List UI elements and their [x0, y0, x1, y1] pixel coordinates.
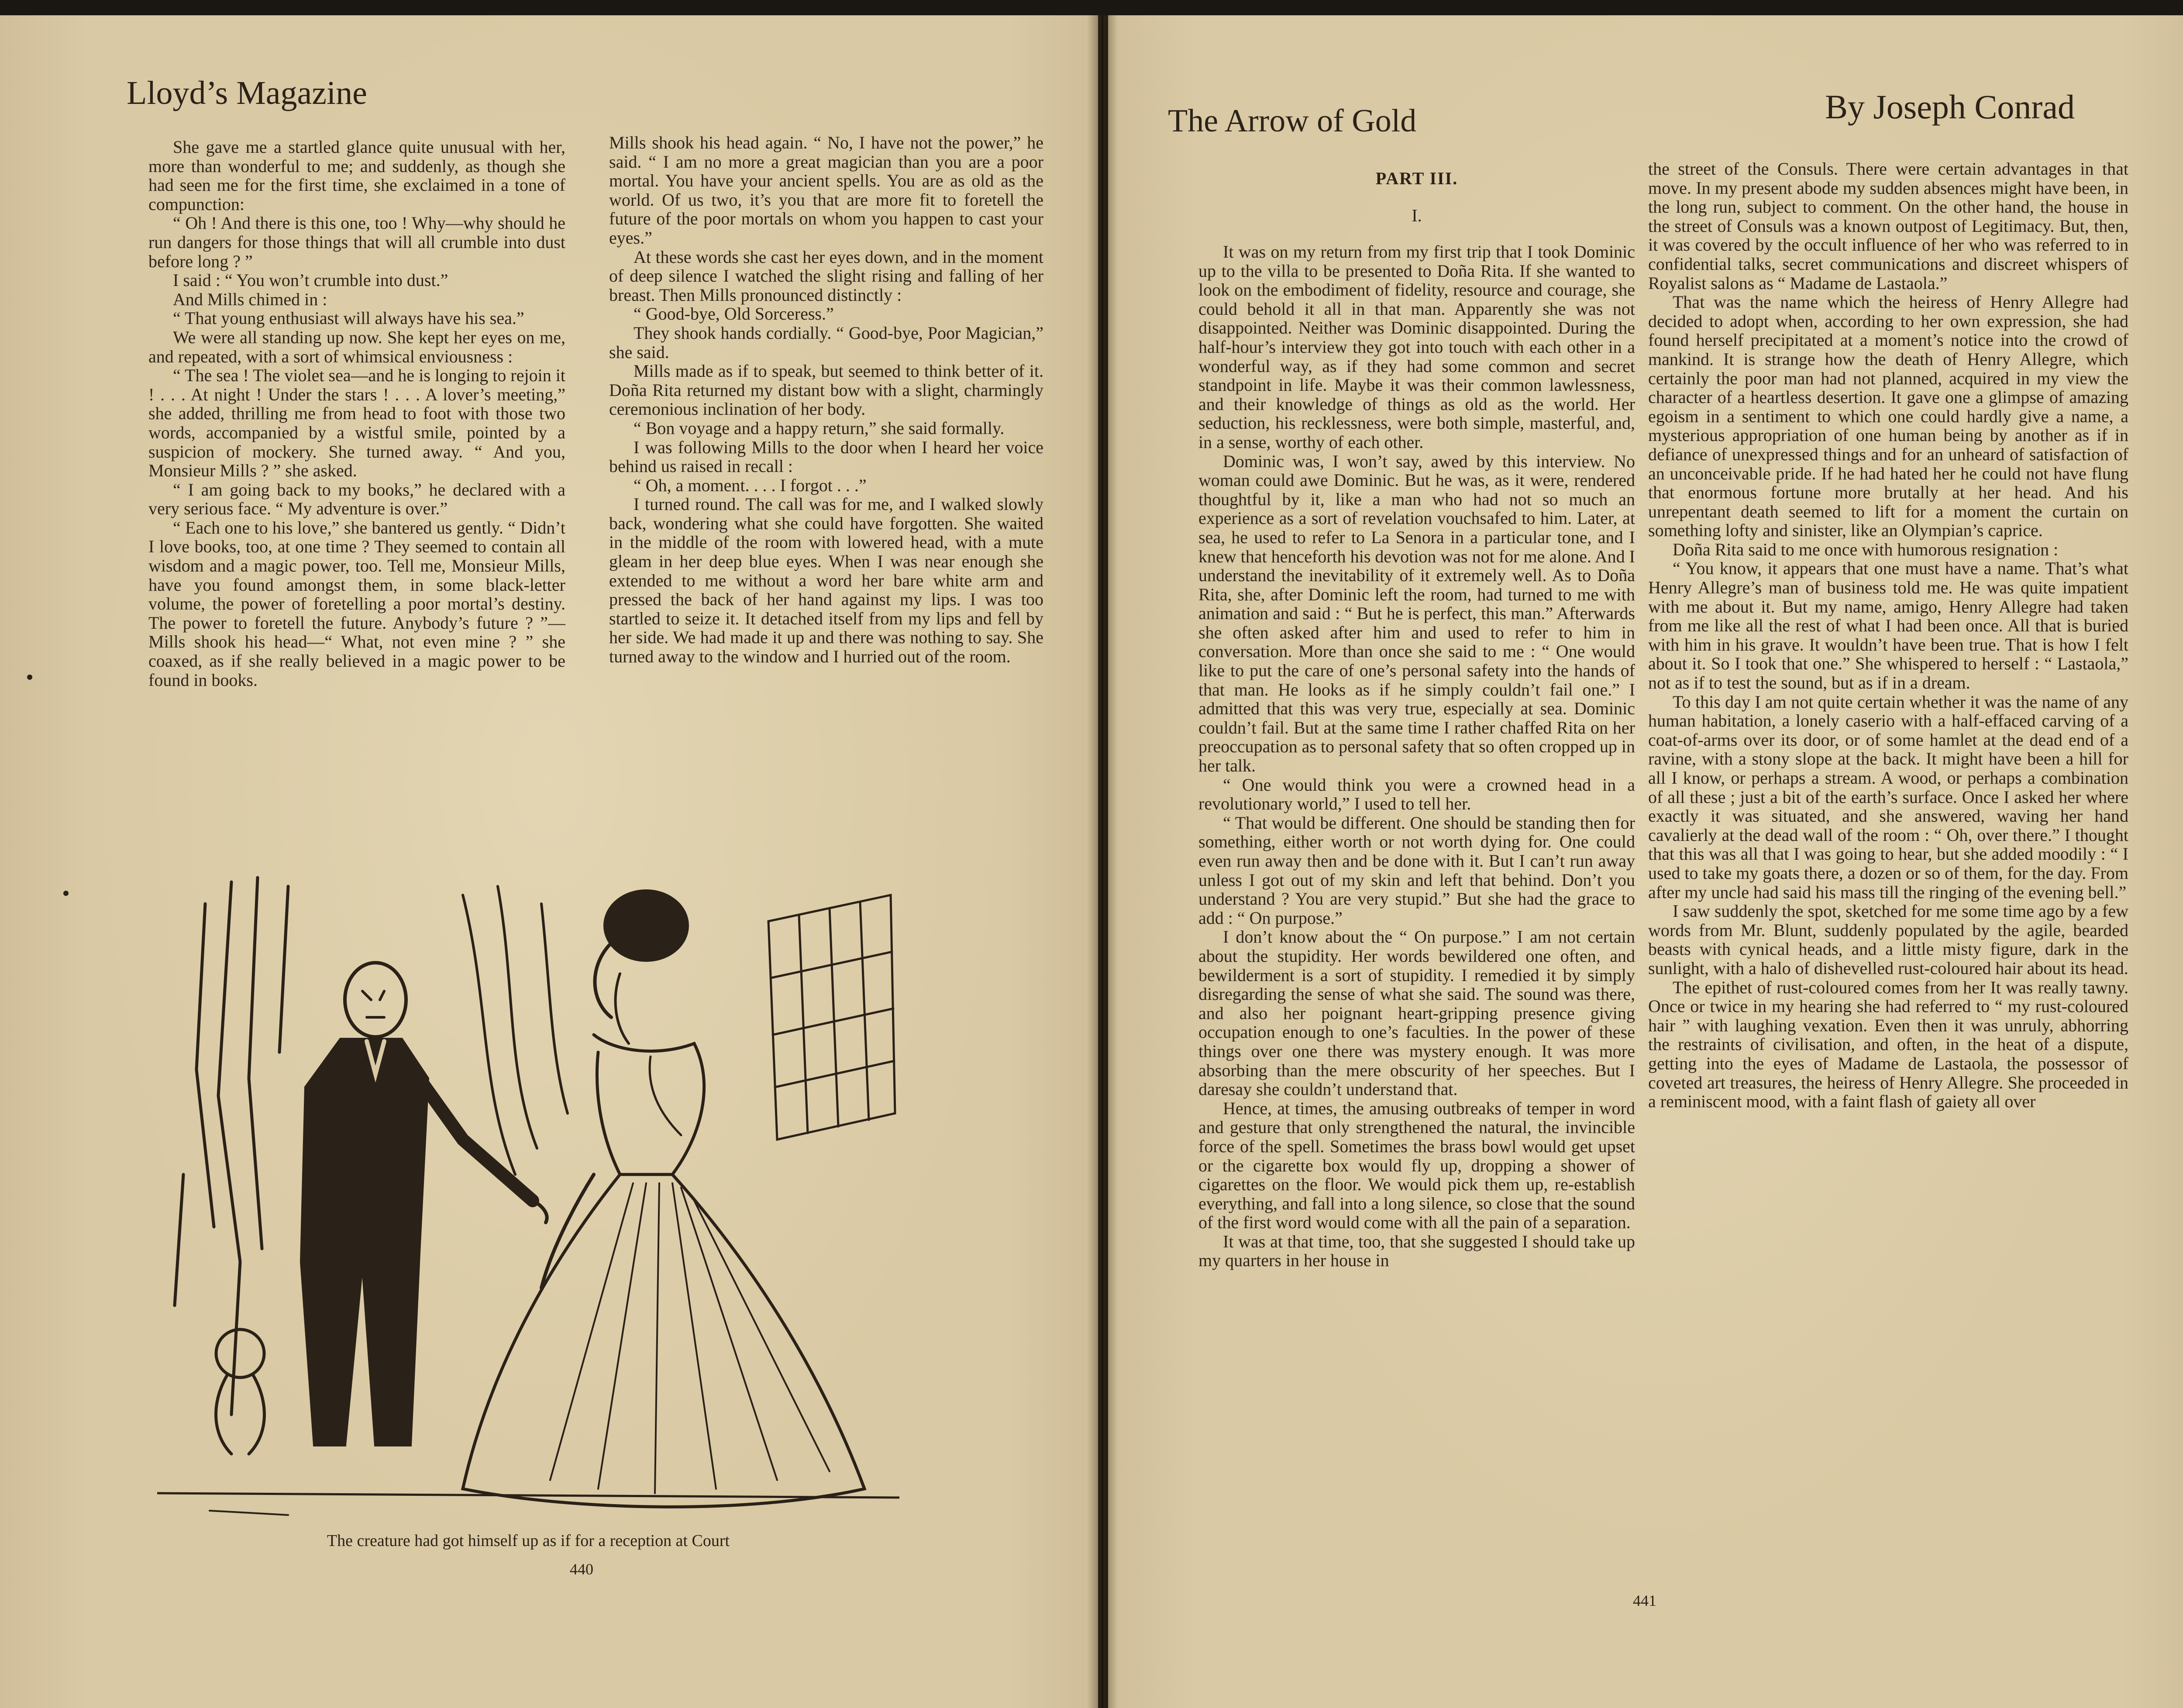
left-column-2 [609, 133, 1043, 666]
paragraph: “ Each one to his love,” she bantered us gently. “ Didn’t I love books, too, at one time ? They seemed to contain all wisdom and a magic power, too. Tell me, Monsieur Mills, have you found amongst them, in some black-letter volume, the power of foretelling a poor mortal’s destiny. The power to foretell the future. Anybody’s future ? ”—Mills shook his head—“ What, not even mine ? ” she coaxed, as if she really believed in a magic power to be found in books. [148, 517, 565, 690]
paragraph: “ You know, it appears that one must have a name. That’s what Henry Allegre’s man of business told me. He was quite impatient with me about it. But my name, amigo, Henry Allegre had taken from me like all the rest of what I had been once. All that is buried with him in his grave. It wouldn’t have been true. That is how I felt about it. So I took that one.” She whispered to herself : “ Lastaola,” not as if to test the sound, but as if in a dream. [1648, 558, 2128, 693]
paragraph: “ Oh, a moment. . . . I forgot . . .” [634, 475, 867, 495]
left-column-1 [148, 138, 565, 689]
paragraph: We were all standing up now. She kept her eyes on me, and repeated, with a sort of whimsical enviousness : [148, 327, 565, 366]
window-lattice [768, 895, 895, 1140]
paragraph: That was the name which the heiress of Henry Allegre had decided to adopt when, according to her own expression, she had found herself precipitated at a moment’s notice into the crowd of mankind. It is strange how the death of Henry Allegre, which certainly the poor man had not planned, acquired in my view the character of a heartless desertion. It gave one a glimpse of amazing egoism in a sentiment to which one could hardly give a name, a mysterious appropriation of one human being by another as if in defiance of unexpressed things and for an unheard of satisfaction of an unconceivable pride. If he had hated her he could not have flung that enormous fortune more brutally at her head. And his unrepentant death seemed to lift for a moment the curtain on something lofty and sinister, like an Olympian’s caprice. [1648, 292, 2128, 541]
paragraph: The epithet of rust-coloured comes from her It was really tawny. Once or twice in my hearing she had referred to “ my rust-coloured hair ” with laughing vexation. Even then it was unruly, abhorring the restraints of civilisation, and often, in the heat of a dispute, getting into the eyes of Madame de Lastaola, the possessor of coveted art treasures, the heiress of Henry Allegre. She proceeded in a reminiscent mood, with a faint flash of gaiety all over [1648, 977, 2128, 1112]
paragraph: “ Bon voyage and a happy return,” she said formally. [634, 418, 1005, 438]
article-title: The Arrow of Gold [1168, 103, 1417, 139]
paragraph: Mills shook his head again. “ No, I have not the power,” he said. “ I am no more a great magician than you are a poor mortal. You have your ancient spells. You are as old as the world. Of us two, it’s you that are more fit to foretell the future of the poor mortals on whom you happen to cast your eyes.” [609, 133, 1043, 248]
paragraph: It was on my return from my first trip that I took Dominic up to the villa to be presented to Doña Rita. If she wanted to look on the embodiment of fidelity, resource and courage, she could behold it all in that man. Apparently she was not disappointed. Neither was Dominic disappointed. During the half-hour’s interview they got into touch with each other in a wonderful way, as if they had some common and secret standpoint in life. Maybe it was their common lawlessness, and their knowledge of things as old as the world. Her seduction, his recklessness, were both simple, masterful, and, in a sense, worthy of each other. [1198, 242, 1635, 452]
paragraph: “ Good-bye, Old Sorceress.” [634, 304, 834, 324]
paragraph: And Mills chimed in : [173, 289, 327, 309]
paragraph: “ I am going back to my books,” he declared with a very serious face. “ My adventure is over.” [148, 479, 565, 519]
right-page-number: 441 [1633, 1592, 1656, 1609]
paragraph: “ That young enthusiast will always have his sea.” [173, 308, 524, 328]
curtain-right [463, 886, 568, 1174]
paragraph: the street of the Consuls. There were certain advantages in that move. In my present abode my sudden absences might have been, in the long run, subject to comment. On the other hand, the house in the street of Consuls was a known outpost of Legitimacy. But, then, it was covered by the occult influence of her who was referred to in confidential talks, secret communications and discreet whispers of Royalist salons as “ Madame de Lastaola.” [1648, 159, 2128, 293]
curtain-left [175, 878, 288, 1415]
paragraph: “ One would think you were a crowned head in a revolutionary world,” I used to tell her. [1198, 775, 1635, 814]
paragraph: “ Oh ! And there is this one, too ! Why—why should he run dangers for those things that will all crumble into dust before long ? ” [148, 213, 565, 271]
paragraph: To this day I am not quite certain whether it was the name of any human habitation, a lonely caserio with a half-effaced carving of a coat-of-arms over its door, or of some hamlet at the dead end of a ravine, with a stony slope at the back. It might have been a hill for all I know, or perhaps a stream. A wood, or perhaps a combination of all these ; just a bit of the earth’s surface. Once I asked her where exactly it was situated, and she answered, waving her hand cavalierly at the dead wall of the room : “ Oh, over there.” I thought that this was all that I was going to hear, but she added moodily : “ I used to take my goats there, a dozen or so of them, for the day. From after my uncle had said his mass till the ringing of the evening bell.” [1648, 692, 2128, 902]
paragraph: It was at that time, too, that she suggested I should take up my quarters in her house in [1198, 1231, 1635, 1271]
paragraph: I said : “ You won’t crumble into dust.” [173, 270, 448, 290]
paragraph: Mills made as if to speak, but seemed to think better of it. Doña Rita returned my distant bow with a slight, charmingly ceremonious inclination of her body. [609, 361, 1043, 419]
illustration [157, 869, 899, 1524]
paragraph: They shook hands cordially. “ Good-bye, Poor Magician,” she said. [609, 323, 1043, 362]
left-running-head: Lloyd’s Magazine [127, 75, 367, 111]
paragraph: I was following Mills to the door when I heard her voice behind us raised in recall : [609, 437, 1043, 476]
paragraph: I turned round. The call was for me, and I walked slowly back, wondering what she could have forgotten. She waited in the middle of the room with lowered head, with a mute gleam in her deep blue eyes. When I was near enough she extended to me without a word her bare white arm and pressed the back of her hand against my lips. I was too startled to seize it. It detached itself from my lips and fell by her side. We had made it up and there was nothing to say. She turned away to the window and I hurried out of the room. [609, 494, 1043, 667]
part-heading: PART III. [1375, 169, 1458, 188]
illustration-caption: The creature had got himself up as if for a reception at Court [327, 1532, 730, 1550]
book-gutter [1087, 15, 1118, 1708]
byline: By Joseph Conrad [1825, 88, 2075, 126]
man-figure [301, 963, 547, 1445]
paragraph: I saw suddenly the spot, sketched for me some time ago by a few words from Mr. Blunt, suddenly populated by the agile, bearded beasts with cynical heads, and a little misty figure, dark in the sunlight, with a halo of dishevelled rust-coloured hair about its head. [1648, 901, 2128, 978]
paragraph: I don’t know about the “ On purpose.” I am not certain about the stupidity. Her words bewildered one often, and bewilderment is a sort of stupidity. I remedied it by simply disregarding the sense of what she said. The sound was there, and also her poignant heart-gripping presence giving occupation enough to one’s faculties. In the power of these things over one there was mystery enough. It was more absorbing than the mere obscurity of her speeches. But I daresay she couldn’t understand that. [1198, 927, 1635, 1099]
paragraph: “ The sea ! The violet sea—and he is longing to rejoin it ! . . . At night ! Under the stars ! . . . A lover’s meeting,” she added, thrilling me from head to foot with those two words, accompanied by a wistful smile, pointed by a suspicion of mockery. She turned away. “ And you, Monsieur Mills ? ” she asked. [148, 365, 565, 481]
section-heading: I. [1412, 206, 1422, 225]
paragraph: “ That would be different. One should be standing then for something, either worth or not worth dying for. One could even run away then and be done with it. But I can’t run away unless I got out of my skin and left that behind. Don’t you understand ? You are very stupid.” But she had the grace to add : “ On purpose.” [1198, 813, 1635, 928]
binding-hole [63, 891, 69, 896]
binding-hole [27, 675, 32, 680]
paragraph: Doña Rita said to me once with humorous resignation : [1673, 539, 2059, 559]
right-column-1 [1198, 242, 1635, 1270]
paragraph: She gave me a startled glance quite unusual with her, more than wonderful to me; and suddenly, as though she had seen me for the first time, she exclaimed in a tone of compunction: [148, 137, 565, 214]
left-page-number: 440 [570, 1560, 593, 1578]
right-column-2 [1648, 159, 2128, 1111]
paragraph: Dominic was, I won’t say, awed by this interview. No woman could awe Dominic. But he was, as it were, rendered thoughtful by it, like a man who had not so much an experience as a sort of revelation vouchsafed to him. Later, at sea, he used to refer to La Senora in a particular tone, and I knew that henceforth his devotion was not for me alone. And I understand the inevitability of it extremely well. As to Doña Rita, she, after Dominic left the room, had turned to me with animation and said : “ But he is perfect, this man.” Afterwards she often asked after him and used to refer to him in conversation. More than once she said to me : “ One would like to put the care of one’s personal safety into the hands of that man. He looks as if he simply couldn’t fail one.” I admitted that this was very true, especially at sea. Dominic couldn’t fail. But at the same time I rather chaffed Rita on her preoccupation as to personal safety that so often cropped up in her talk. [1198, 451, 1635, 776]
paragraph: Hence, at times, the amusing outbreaks of temper in word and gesture that only strengthened the natural, the invincible force of the spell. Sometimes the brass bowl would get upset or the cigarette box would fly up, dropping a shower of cigarettes on the floor. We would pick them up, re-establish everything, and fall into a long silence, so close that the sound of the first word would come with all the pain of a separation. [1198, 1098, 1635, 1233]
small-figure-left [216, 1329, 265, 1454]
paragraph: At these words she cast her eyes down, and in the moment of deep silence I watched the slight rising and falling of her breast. Then Mills pronounced distinctly : [609, 247, 1043, 305]
